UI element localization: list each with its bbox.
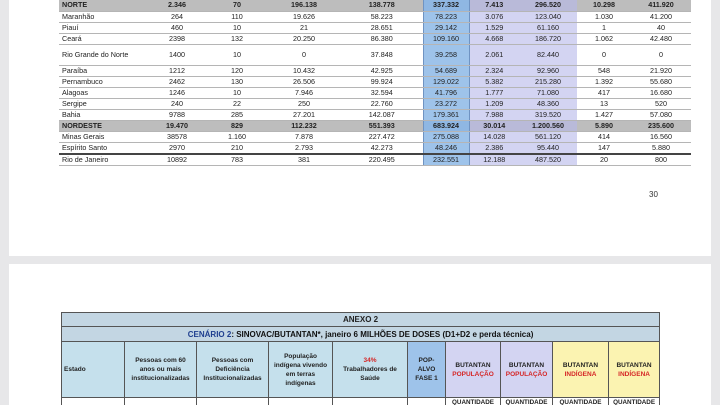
table-row xyxy=(59,98,691,109)
header-butantan-indigena-1 xyxy=(553,342,609,398)
table-row xyxy=(59,22,691,33)
header-estado: Estado xyxy=(62,342,125,398)
cell-value: 82.440 xyxy=(519,44,577,65)
cell-value: 548 xyxy=(577,65,631,76)
cell-value: 296.520 xyxy=(519,0,577,11)
cell-value: 417 xyxy=(577,87,631,98)
cell-value: 210 xyxy=(207,142,267,154)
header-butantan-label: BUTANTAN xyxy=(562,361,599,369)
cell-value: 120 xyxy=(207,65,267,76)
cell-value: 30.014 xyxy=(469,120,519,131)
cell-value: 1.529 xyxy=(469,22,519,33)
cell-value: 92.960 xyxy=(519,65,577,76)
cell-value: 1.209 xyxy=(469,98,519,109)
cell-value: 130 xyxy=(207,76,267,87)
cell-value: 783 xyxy=(207,154,267,166)
cell-value: 123.040 xyxy=(519,11,577,22)
header-butantan-label: BUTANTAN xyxy=(508,361,545,369)
cell-value: 78.223 xyxy=(423,11,469,22)
state-name: Bahia xyxy=(59,109,147,120)
cell-value: 1.392 xyxy=(577,76,631,87)
cell-value: 19.470 xyxy=(147,120,207,131)
cell-value: 71.080 xyxy=(519,87,577,98)
cell-value: 23.272 xyxy=(423,98,469,109)
state-name: NORTE xyxy=(59,0,147,11)
cell-value: 112.232 xyxy=(267,120,341,131)
cell-value: 54.689 xyxy=(423,65,469,76)
cell-value: 42.273 xyxy=(341,142,423,154)
cell-value: 285 xyxy=(207,109,267,120)
header-butantan-populacao-2 xyxy=(501,342,553,398)
cell-value: 7.946 xyxy=(267,87,341,98)
cell-value: 829 xyxy=(207,120,267,131)
cell-value: 2970 xyxy=(147,142,207,154)
header-pct: 34% xyxy=(363,357,377,364)
cell-value: 86.380 xyxy=(341,33,423,44)
cell-value: 42.480 xyxy=(631,33,691,44)
subtotal-row xyxy=(59,120,691,131)
cell-value: 3.076 xyxy=(469,11,519,22)
header-butantan-label: BUTANTAN xyxy=(616,361,652,369)
cell-value: 1.777 xyxy=(469,87,519,98)
table-row xyxy=(59,65,691,76)
qty-empty xyxy=(333,398,408,405)
cell-value: 147 xyxy=(577,142,631,154)
state-name: Sergipe xyxy=(59,98,147,109)
header-populacao-label: POPULAÇÃO xyxy=(452,370,494,378)
cell-value: 186.720 xyxy=(519,33,577,44)
cell-value: 381 xyxy=(267,154,341,166)
header-idosos: Pessoas com 60 anos ou mais institucionalizadas xyxy=(125,342,197,398)
annex-title: ANEXO 2 xyxy=(62,313,660,327)
cell-value: 520 xyxy=(631,98,691,109)
annex-table xyxy=(61,312,660,405)
cell-value: 20.250 xyxy=(267,33,341,44)
page-number: 30 xyxy=(649,190,658,199)
cell-value: 10 xyxy=(207,44,267,65)
cell-value: 250 xyxy=(267,98,341,109)
scenario-description: : SINOVAC/BUTANTAN*, janeiro 6 MILHÕES DE DOSES (D1+D2 e perda técnica) xyxy=(231,329,534,339)
header-indigena-label: INDÍGENA xyxy=(564,370,597,378)
cell-value: 232.551 xyxy=(423,154,469,166)
cell-value: 2462 xyxy=(147,76,207,87)
cell-value: 29.142 xyxy=(423,22,469,33)
cell-value: 58.223 xyxy=(341,11,423,22)
header-butantan-label: BUTANTAN xyxy=(455,361,491,369)
cell-value: 95.440 xyxy=(519,142,577,154)
cell-value: 57.080 xyxy=(631,109,691,120)
cell-value: 38578 xyxy=(147,131,207,142)
cell-value: 227.472 xyxy=(341,131,423,142)
cell-value: 22.760 xyxy=(341,98,423,109)
header-trabalhadores xyxy=(333,342,408,398)
cell-value: 110 xyxy=(207,11,267,22)
cell-value: 414 xyxy=(577,131,631,142)
cell-value: 13 xyxy=(577,98,631,109)
cell-value: 10.432 xyxy=(267,65,341,76)
cell-value: 1.200.560 xyxy=(519,120,577,131)
cell-value: 16.680 xyxy=(631,87,691,98)
cell-value: 10 xyxy=(207,87,267,98)
subtotal-row xyxy=(59,0,691,11)
cell-value: 264 xyxy=(147,11,207,22)
qty-label: QUANTIDADE xyxy=(446,398,501,405)
cell-value: 32.594 xyxy=(341,87,423,98)
header-populacao-label: POPULAÇÃO xyxy=(505,370,548,378)
header-indigena-label: INDÍGENA xyxy=(618,370,650,378)
cell-value: 487.520 xyxy=(519,154,577,166)
cell-value: 683.924 xyxy=(423,120,469,131)
cell-value: 1 xyxy=(577,22,631,33)
cell-value: 28.651 xyxy=(341,22,423,33)
cell-value: 129.022 xyxy=(423,76,469,87)
cell-value: 10.298 xyxy=(577,0,631,11)
state-name: Pernambuco xyxy=(59,76,147,87)
header-indigena: População indígena vivendo em terras indígenas xyxy=(269,342,333,398)
qty-label: QUANTIDADE xyxy=(609,398,660,405)
cell-value: 19.626 xyxy=(267,11,341,22)
header-deficiencia: Pessoas com Deficiência Institucionalizadas xyxy=(197,342,269,398)
cell-value: 5.890 xyxy=(577,120,631,131)
state-name: Alagoas xyxy=(59,87,147,98)
cell-value: 42.925 xyxy=(341,65,423,76)
state-name: Maranhão xyxy=(59,11,147,22)
cell-value: 21 xyxy=(267,22,341,33)
table-row xyxy=(59,87,691,98)
state-name: Ceará xyxy=(59,33,147,44)
header-butantan-indigena-2 xyxy=(609,342,660,398)
cell-value: 1.030 xyxy=(577,11,631,22)
cell-value: 70 xyxy=(207,0,267,11)
cell-value: 41.796 xyxy=(423,87,469,98)
state-name: NORDESTE xyxy=(59,120,147,131)
table-row xyxy=(59,44,691,65)
cell-value: 2.061 xyxy=(469,44,519,65)
qty-label: QUANTIDADE xyxy=(553,398,609,405)
document-page-bottom xyxy=(9,264,711,405)
cell-value: 20 xyxy=(577,154,631,166)
table-body xyxy=(59,0,691,165)
cell-value: 7.413 xyxy=(469,0,519,11)
cell-value: 10892 xyxy=(147,154,207,166)
cell-value: 40 xyxy=(631,22,691,33)
cell-value: 27.201 xyxy=(267,109,341,120)
qty-empty xyxy=(125,398,197,405)
cell-value: 4.668 xyxy=(469,33,519,44)
cell-value: 2.346 xyxy=(147,0,207,11)
state-name: Rio Grande do Norte xyxy=(59,44,147,65)
qty-empty xyxy=(269,398,333,405)
cell-value: 5.880 xyxy=(631,142,691,154)
cell-value: 132 xyxy=(207,33,267,44)
cell-value: 1400 xyxy=(147,44,207,65)
cell-value: 2.324 xyxy=(469,65,519,76)
cell-value: 138.778 xyxy=(341,0,423,11)
table-row xyxy=(59,11,691,22)
cell-value: 0 xyxy=(577,44,631,65)
table-row xyxy=(59,109,691,120)
table-row xyxy=(59,154,691,166)
cell-value: 48.360 xyxy=(519,98,577,109)
table-row xyxy=(59,131,691,142)
qty-empty xyxy=(408,398,446,405)
cell-value: 240 xyxy=(147,98,207,109)
state-name: Espírito Santo xyxy=(59,142,147,154)
cell-value: 12.188 xyxy=(469,154,519,166)
cell-value: 7.878 xyxy=(267,131,341,142)
cell-value: 275.088 xyxy=(423,131,469,142)
cell-value: 142.087 xyxy=(341,109,423,120)
cell-value: 551.393 xyxy=(341,120,423,131)
cell-value: 14.028 xyxy=(469,131,519,142)
cell-value: 41.200 xyxy=(631,11,691,22)
document-page-top xyxy=(9,0,711,256)
cell-value: 1.062 xyxy=(577,33,631,44)
cell-value: 61.160 xyxy=(519,22,577,33)
cell-value: 21.920 xyxy=(631,65,691,76)
vaccine-distribution-table-continued xyxy=(59,0,691,166)
cell-value: 39.258 xyxy=(423,44,469,65)
cell-value: 16.560 xyxy=(631,131,691,142)
cell-value: 48.246 xyxy=(423,142,469,154)
qty-label: QUANTIDADE xyxy=(501,398,553,405)
header-pop-alvo: POP-ALVO FASE 1 xyxy=(408,342,446,398)
state-name: Piauí xyxy=(59,22,147,33)
header-trabalhadores-label: Trabalhadores de Saúde xyxy=(343,366,397,382)
cell-value: 561.120 xyxy=(519,131,577,142)
cell-value: 215.280 xyxy=(519,76,577,87)
cell-value: 196.138 xyxy=(267,0,341,11)
cell-value: 800 xyxy=(631,154,691,166)
cell-value: 2.793 xyxy=(267,142,341,154)
cell-value: 235.600 xyxy=(631,120,691,131)
cell-value: 99.924 xyxy=(341,76,423,87)
qty-empty xyxy=(197,398,269,405)
state-name: Rio de Janeiro xyxy=(59,154,147,166)
cell-value: 2.386 xyxy=(469,142,519,154)
cell-value: 37.848 xyxy=(341,44,423,65)
cell-value: 9788 xyxy=(147,109,207,120)
header-butantan-populacao-1 xyxy=(446,342,501,398)
cell-value: 337.332 xyxy=(423,0,469,11)
cell-value: 0 xyxy=(267,44,341,65)
state-name: Paraíba xyxy=(59,65,147,76)
cell-value: 1.160 xyxy=(207,131,267,142)
cell-value: 1246 xyxy=(147,87,207,98)
scenario-title xyxy=(62,327,660,342)
cell-value: 22 xyxy=(207,98,267,109)
cell-value: 319.520 xyxy=(519,109,577,120)
cell-value: 460 xyxy=(147,22,207,33)
cell-value: 1212 xyxy=(147,65,207,76)
scenario-label: CENÁRIO 2 xyxy=(187,329,232,339)
cell-value: 109.160 xyxy=(423,33,469,44)
cell-value: 2398 xyxy=(147,33,207,44)
table-row xyxy=(59,142,691,154)
cell-value: 10 xyxy=(207,22,267,33)
cell-value: 1.427 xyxy=(577,109,631,120)
table-row xyxy=(59,33,691,44)
cell-value: 5.382 xyxy=(469,76,519,87)
table-row xyxy=(59,76,691,87)
cell-value: 0 xyxy=(631,44,691,65)
state-name: Minas Gerais xyxy=(59,131,147,142)
cell-value: 26.506 xyxy=(267,76,341,87)
cell-value: 179.361 xyxy=(423,109,469,120)
cell-value: 7.988 xyxy=(469,109,519,120)
qty-empty xyxy=(62,398,125,405)
cell-value: 220.495 xyxy=(341,154,423,166)
cell-value: 55.680 xyxy=(631,76,691,87)
cell-value: 411.920 xyxy=(631,0,691,11)
